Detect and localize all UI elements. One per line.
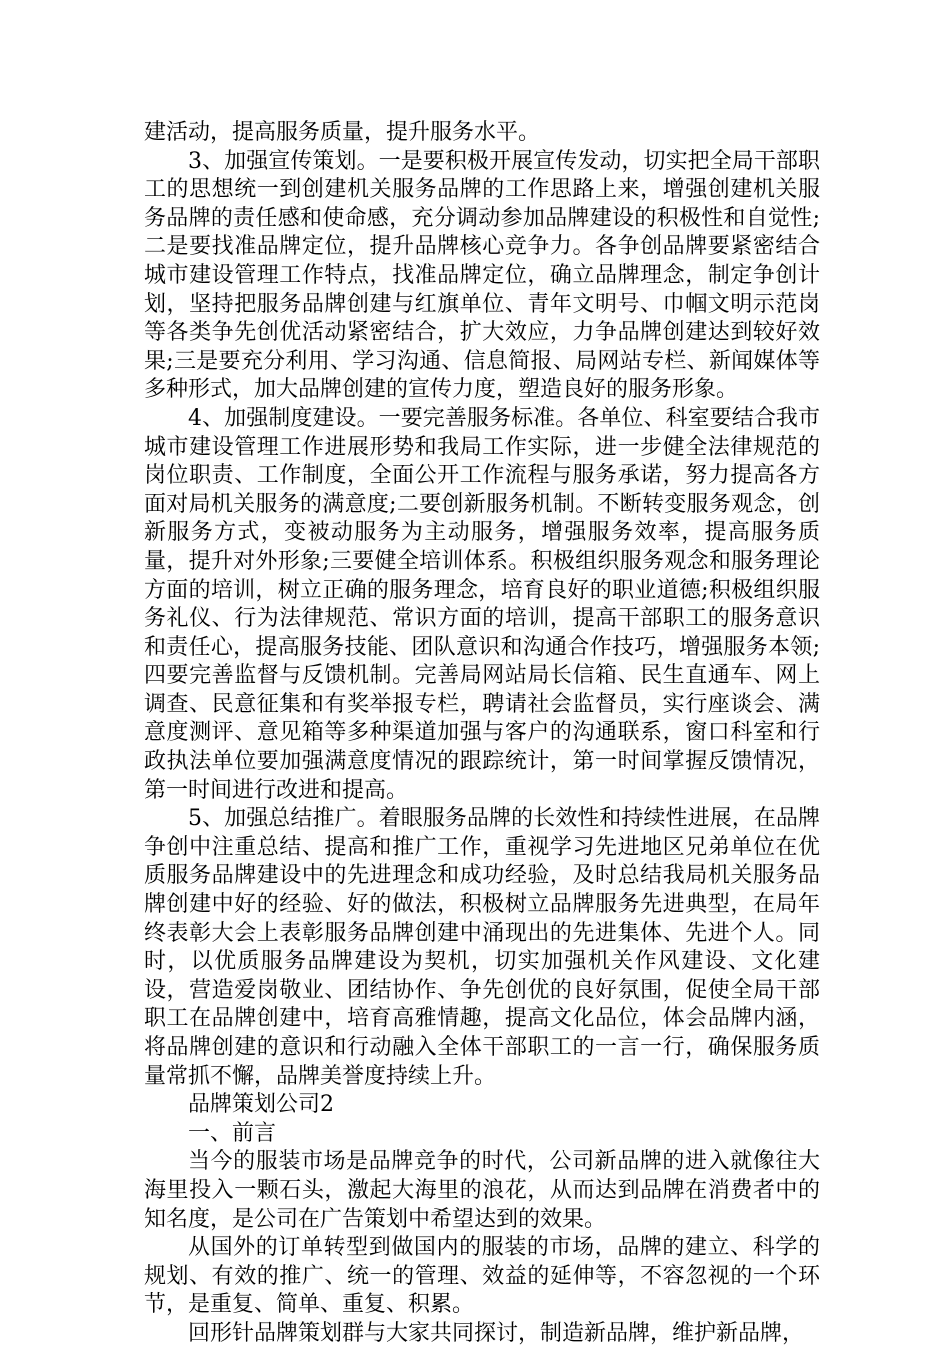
paragraph-domestic-transition: 从国外的订单转型到做国内的服装的市场，品牌的建立、科学的规划、有效的推广、统一的管理、效益的延伸等，不容忽视的一个环节，是重复、简单、重复、积累。: [144, 1235, 820, 1318]
paragraph-summary-promotion: 5、加强总结推广。着眼服务品牌的长效性和持续性进展，在品牌争创中注重总结、提高和推广工作，重视学习先进地区兄弟单位在优质服务品牌建设中的先进理念和成功经验，及时总结我局机关服务品牌创建中好的经验、好的做法，积极树立品牌服务先进典型，在局年终表彰大会上表彰服务品牌创建中涌现出的先进集体、先进个人。同时，以优质服务品牌建设为契机，切实加强机关作风建设、文化建设，营造爱岗敬业、团结协作、争先创优的良好氛围，促使全局干部职工在品牌创建中，培育高雅情趣，提高文化品位，体会品牌内涵，将品牌创建的意识和行动融入全体干部职工的一言一行，确保服务质量常抓不懈，品牌美誉度持续上升。: [144, 806, 820, 1089]
section-heading: 品牌策划公司2: [188, 1092, 334, 1118]
paragraph-publicity-planning: 3、加强宣传策划。一是要积极开展宣传发动，切实把全局干部职工的思想统一到创建机关服务品牌的工作思路上来，增强创建机关服务品牌的责任感和使命感，充分调动参加品牌建设的积极性和自觉性;二是要找准品牌定位，提升品牌核心竞争力。各争创品牌要紧密结合城市建设管理工作特点，找准品牌定位，确立品牌理念，制定争创计划，坚持把服务品牌创建与红旗单位、青年文明号、巾帼文明示范岗等各类争先创优活动紧密结合，扩大效应，力争品牌创建达到较好效果;三是要充分利用、学习沟通、信息简报、局网站专栏、新闻媒体等多种形式，加大品牌创建的宣传力度，塑造良好的服务形象。: [144, 148, 820, 403]
subsection-heading-preface: 一、前言: [188, 1120, 277, 1146]
paragraph-continuation: 建活动，提高服务质量，提升服务水平。: [144, 120, 541, 145]
paragraph-market-competition: 当今的服装市场是品牌竞争的时代，公司新品牌的进入就像往大海里投入一颗石头，激起大海里的浪花，从而达到品牌在消费者中的知名度，是公司在广告策划中希望达到的效果。: [144, 1149, 820, 1232]
paragraph-brand-discussion: 回形针品牌策划群与大家共同探讨，制造新品牌，维护新品牌，: [188, 1320, 805, 1346]
paragraph-system-building: 4、加强制度建设。一要完善服务标准。各单位、科室要结合我市城市建设管理工作进展形势和我局工作实际，进一步健全法律规范的岗位职责、工作制度，全面公开工作流程与服务承诺，努力提高各方面对局机关服务的满意度;二要创新服务机制。不断转变服务观念，创新服务方式，变被动服务为主动服务，增强服务效率，提高服务质量，提升对外形象;三要健全培训体系。积极组织服务观念和服务理论方面的培训，树立正确的服务理念，培育良好的职业道德;积极组织服务礼仪、行为法律规范、常识方面的培训，提高干部职工的服务意识和责任心，提高服务技能、团队意识和沟通合作技巧，增强服务本领;四要完善监督与反馈机制。完善局网站局长信箱、民生直通车、网上调查、民意征集和有奖举报专栏，聘请社会监督员，实行座谈会、满意度测评、意见箱等多种渠道加强与客户的沟通联系，窗口科室和行政执法单位要加强满意度情况的跟踪统计，第一时间掌握反馈情况，第一时间进行改进和提高。: [144, 405, 820, 803]
document-page: [144, 119, 820, 1349]
